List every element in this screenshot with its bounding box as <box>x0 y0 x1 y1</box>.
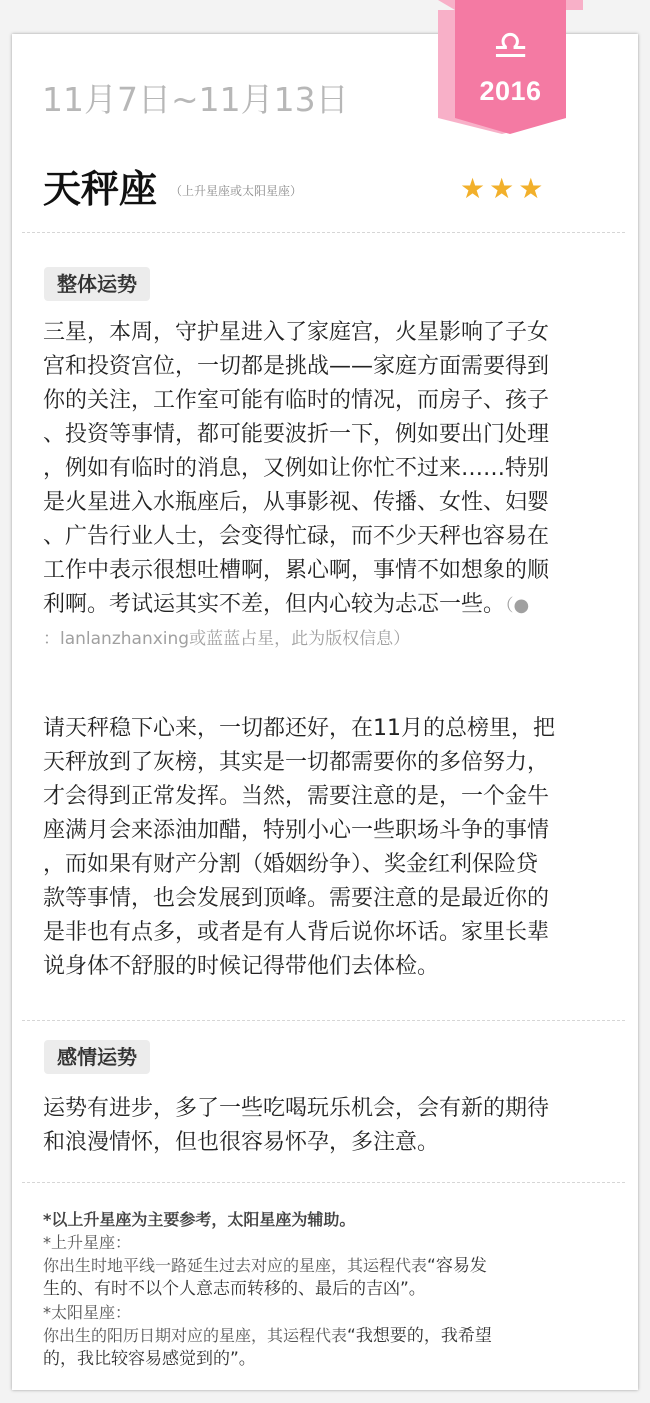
star-icon: ★ <box>489 172 515 205</box>
overall-paragraph-1 <box>43 316 603 655</box>
text-line: 说身体不舒服的时候记得带他们去体检。 <box>43 954 440 979</box>
rising-desc-line <box>43 1254 613 1278</box>
text-line: 和浪漫情怀，但也很容易怀孕，多注意。 <box>43 1130 440 1155</box>
sun-desc-a: 你出生的阳历日期对应的星座，其运程代表 <box>43 1326 348 1345</box>
rising-label: *上升星座： <box>43 1233 132 1252</box>
divider <box>22 1182 625 1183</box>
libra-icon: ♎ <box>492 23 529 69</box>
text-line: 运势有进步，多了一些吃喝玩乐机会，会有新的期待 <box>43 1096 550 1121</box>
sun-desc-line <box>43 1324 613 1348</box>
rising-desc-b: “容易发 <box>427 1256 487 1276</box>
text-line: 你的关注，工作室可能有临时的情况，而房子、孩子 <box>43 388 550 413</box>
sign-note: （上升星座或太阳星座） <box>170 184 303 198</box>
text-line: 、广告行业人士，会变得忙碌，而不少天秤也容易在 <box>43 524 550 549</box>
text-line: 款等事情，也会发展到顶峰。需要注意的是最近你的 <box>43 886 550 911</box>
text-line: 座满月会来添油加醋，特别小心一些职场斗争的事情 <box>43 818 550 843</box>
sun-desc-line2: 的，我比较容易感觉到的”。 <box>43 1349 256 1369</box>
footnotes <box>43 1208 613 1371</box>
text-line: 三星，本周，守护星进入了家庭宫，火星影响了子女 <box>43 320 550 345</box>
text-line: ，例如有临时的消息，又例如让你忙不过来……特别 <box>43 456 550 481</box>
rising-desc-line2: 生的、有时不以个人意志而转移的、最后的吉凶”。 <box>43 1279 426 1299</box>
divider <box>22 232 625 233</box>
text-line: ，而如果有财产分割（婚姻纷争）、奖金红利保险贷 <box>43 852 539 877</box>
rising-desc-a: 你出生时地平线一路延生过去对应的星座，其运程代表 <box>43 1256 428 1275</box>
wechat-icon: ● <box>513 595 530 616</box>
notes-headline: *以上升星座为主要参考，太阳星座为辅助。 <box>43 1210 356 1229</box>
section-label-overall: 整体运势 <box>44 267 150 301</box>
ribbon-year: 2016 <box>479 76 542 106</box>
star-icon: ★ <box>518 172 544 205</box>
text-line: 才会得到正常发挥。当然，需要注意的是，一个金牛 <box>43 784 550 809</box>
sign-title: 天秤座 <box>43 167 158 211</box>
text-line: 工作中表示很想吐槽啊，累心啊，事情不如想象的顺 <box>43 558 550 583</box>
overall-paragraph-2 <box>43 712 603 984</box>
copyright-open: （ <box>505 596 514 616</box>
date-range: 11月7日~11月13日 <box>42 80 349 119</box>
copyright-line: ：lanlanzhanxing或蓝蓝占星，此为版权信息） <box>43 629 411 649</box>
sun-label: *太阳星座： <box>43 1303 132 1322</box>
text-line: 请天秤稳下心来，一切都还好，在11月的总榜里，把 <box>43 716 555 741</box>
rating-stars <box>460 172 547 204</box>
love-paragraph <box>43 1092 603 1160</box>
divider <box>22 1020 625 1021</box>
sun-desc-b: “我想要的，我希望 <box>347 1326 492 1346</box>
text-line-content: 利啊。考试运其实不差，但内心较为忐忑一些。 <box>43 592 506 617</box>
star-icon: ★ <box>460 172 486 205</box>
year-ribbon <box>438 0 583 134</box>
section-label-love: 感情运势 <box>44 1040 150 1074</box>
text-line: 是火星进入水瓶座后，从事影视、传播、女性、妇婴 <box>43 490 550 515</box>
text-line: 宫和投资宫位，一切都是挑战——家庭方面需要得到 <box>43 354 550 379</box>
text-line <box>43 588 603 623</box>
text-line: 是非也有点多，或者是有人背后说你坏话。家里长辈 <box>43 920 550 945</box>
text-line: 、投资等事情，都可能要波折一下，例如要出门处理 <box>43 422 550 447</box>
text-line: 天秤放到了灰榜，其实是一切都需要你的多倍努力， <box>43 750 550 775</box>
